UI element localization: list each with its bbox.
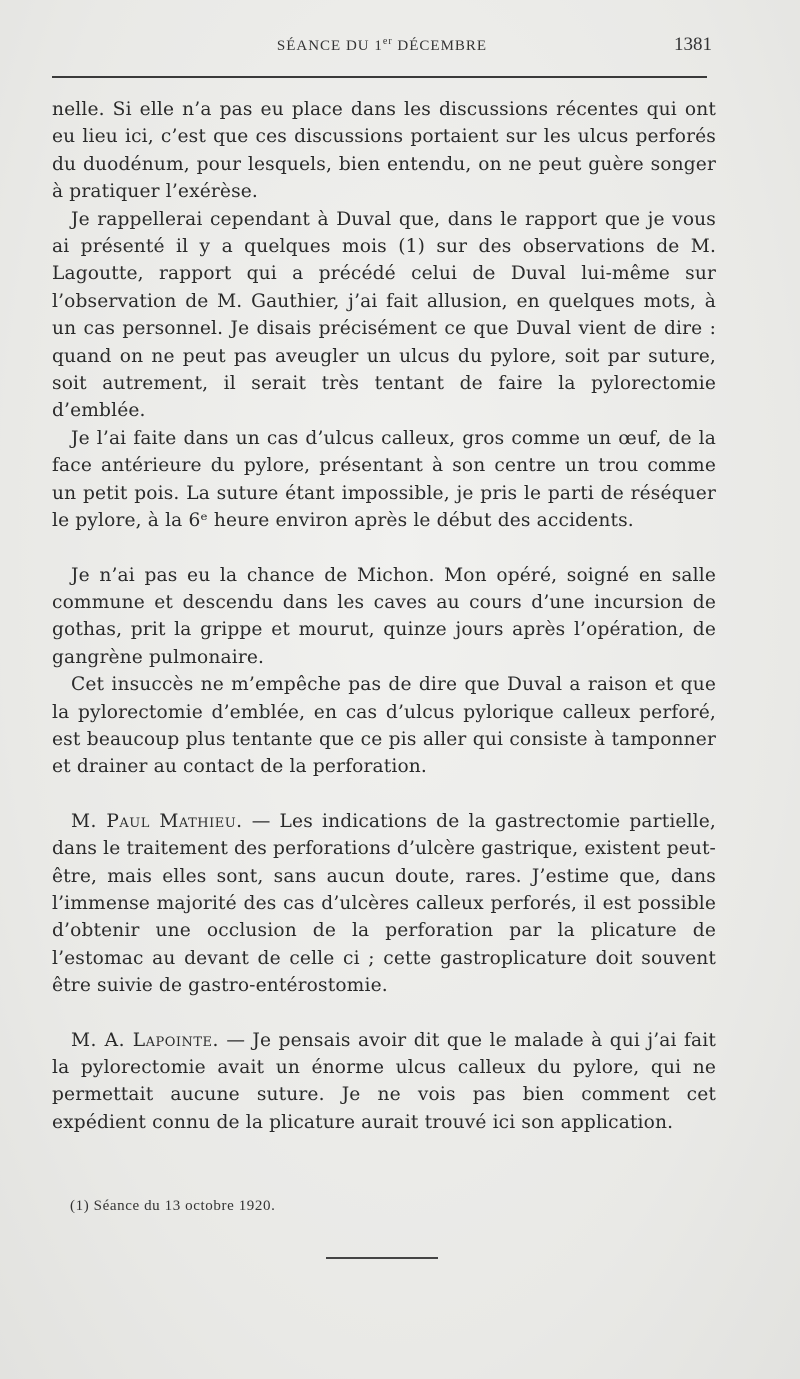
paragraph-lapointe (52, 1027, 716, 1137)
paragraph-insucces: Cet insuccès ne m’empêche pas de dire que Duval a raison et que la pylorectomie d’emblée, en cas d’ulcus pylorique calleux perforé, est beaucoup plus tentante que ce pis aller qui consiste à tamponner et drainer au contact de la perforation. (52, 674, 716, 778)
header-divider (52, 76, 707, 78)
page-number: 1381 (674, 34, 712, 55)
speaker-name: M. Paul Mathieu. (71, 810, 243, 832)
paragraph-rapport: Je rappellerai cependant à Duval que, dans le rapport que je vous ai présenté il y a quelques mois (1) sur des observations de M. Lagoutte, rapport qui a précédé celui de Duval lui-même sur l’observation de M. Gauthier, j’ai fait allusion, en quelques mots, à un cas personnel. Je disais précisément ce que Duval vient de dire : quand on ne peut pas aveugler un ulcus du pylore, soit par suture, soit autrement, il serait très tentant de faire la pylorectomie d’emblée. (52, 208, 716, 422)
header-title (52, 36, 712, 55)
footnote: (1) Séance du 13 octobre 1920. (70, 1198, 276, 1214)
paragraph-michon: Je n’ai pas eu la chance de Michon. Mon opéré, soigné en salle commune et descendu dans les caves au cours d’une incursion de gothas, prit la grippe et mourut, quinze jours après l’opération, de gangrène pulmonaire. (52, 564, 716, 668)
header-title-month: DÉCEMBRE (392, 38, 488, 54)
header-title-main: SÉANCE DU 1 (276, 38, 383, 54)
speaker-remarks: — Les indications de la gastrectomie partielle, dans le traitement des perforations d’ulcère gastrique, existent peut-être, mais elles sont, sans aucun doute, rares. J’estime que, dans l’immense majorité des cas d’ulcères calleux perforés, il est possible d’obtenir une occlusion de la perforation par la plicature de l’estomac au devant de celle ci ; cette gastroplicature doit souvent être suivie de gastro-entérostomie. (52, 810, 716, 997)
speaker-name: M. A. Lapointe. (71, 1029, 219, 1051)
paragraph-paul-mathieu (52, 808, 716, 1000)
speaker-remarks: — Je pensais avoir dit que le malade à qui j’ai fait la pylorectomie avait un énorme ulcus calleux du pylore, qui ne permettait aucune suture. Je ne vois pas bien comment cet expédient connu de la plicature aurait trouvé ici son application. (52, 1029, 716, 1133)
header-title-superscript: er (382, 36, 393, 47)
footer-divider (326, 1257, 438, 1259)
body-text (52, 96, 716, 1136)
paragraph-ulcus-calleux: Je l’ai faite dans un cas d’ulcus calleux, gros comme un œuf, de la face antérieure du pylore, présentant à son centre un trou comme un petit pois. La suture étant impossible, je pris le parti de réséquer le pylore, à la 6ᵉ heure environ après le début des accidents. (52, 427, 716, 532)
paragraph-continuation: nelle. Si elle n’a pas eu place dans les discussions récentes qui ont eu lieu ici, c’est que ces discussions portaient sur les ulcus perforés du duodénum, pour lesquels, bien entendu, on ne peut guère songer à pratiquer l’exérèse. (52, 99, 716, 203)
running-header (52, 36, 712, 58)
